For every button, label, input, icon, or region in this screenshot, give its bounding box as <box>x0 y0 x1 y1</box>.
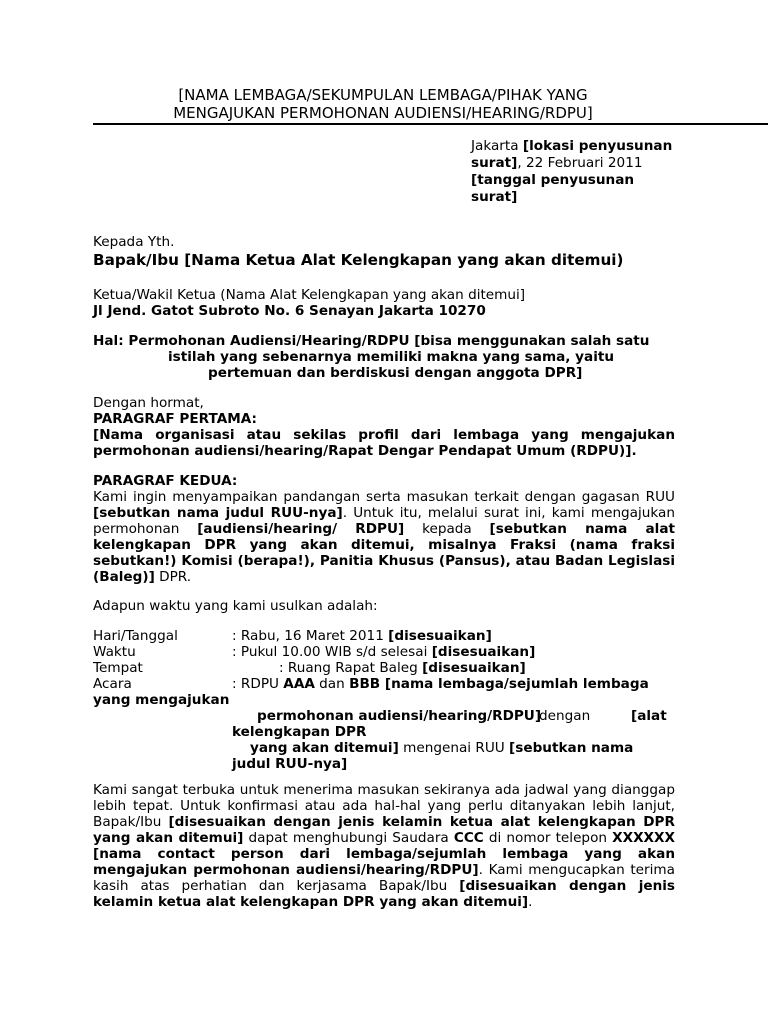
schedule-time-label: Waktu <box>93 644 136 660</box>
para2-text-3: kepada <box>404 521 490 537</box>
letterhead-divider <box>93 123 768 125</box>
schedule-agenda-line-5: yang akan ditemui] mengenai RUU [sebutkan nama <box>250 740 634 756</box>
letterhead-line-2: MENGAJUKAN PERMOHONAN AUDIENSI/HEARING/RDPU] <box>173 104 593 122</box>
closing-contact-phone: XXXXXX [nama contact person dari lembaga/sejumlah lembaga yang akan mengajukan permohonan audiensi/hearing/RDPU] <box>93 830 675 878</box>
para2-text-4: DPR. <box>154 569 192 585</box>
closing-text-1: Kami sangat terbuka untuk menerima masukan sekiranya ada jadwal yang dianggap lebih tepat. Untuk konfirmasi atau ada hal-hal yang perlu ditanyakan lebih lanjut, Bapak/Ibu <box>93 782 675 830</box>
para2-heading: PARAGRAF KEDUA: <box>93 473 238 489</box>
closing-text-4: . Kami mengucapkan terima kasih atas perhatian dan kerjasama Bapak/Ibu <box>93 862 675 894</box>
subject-line-3: pertemuan dan berdiskusi dengan anggota DPR] <box>208 365 583 381</box>
para1-line-2: permohonan audiensi/hearing/Rapat Dengar Pendapat Umum (RDPU)]. <box>93 443 637 459</box>
para2-request-type: [audiensi/hearing/ RDPU] <box>197 521 405 537</box>
salutation: Dengan hormat, <box>93 395 204 411</box>
closing-gender-note-1: [disesuaikan dengan jenis kelamin ketua alat kelengkapan DPR yang akan ditemui] <box>93 814 675 846</box>
letter-date-note: [tanggal penyusunan surat] <box>471 172 635 205</box>
para2-bill-name: [sebutkan nama judul RUU-nya] <box>93 505 343 521</box>
schedule-agenda-line-3a: permohonan audiensi/hearing/RDPU] <box>257 708 542 724</box>
para1-line-1: [Nama organisasi atau sekilas profil dari lembaga yang mengajukan <box>93 427 675 443</box>
recipient-name: Bapak/Ibu [Nama Ketua Alat Kelengkapan yang akan ditemui) <box>93 251 624 269</box>
para2-body <box>93 489 675 585</box>
schedule-place-label: Tempat <box>93 660 143 676</box>
closing-gender-note-2: [disesuaikan dengan jenis kelamin ketua alat kelengkapan DPR yang akan ditemui] <box>93 878 675 910</box>
para2-text-1: Kami ingin menyampaikan pandangan serta masukan terkait dengan gagasan RUU <box>93 489 675 505</box>
schedule-agenda-label: Acara <box>93 676 132 692</box>
schedule-table <box>93 628 675 772</box>
closing-text-2: dapat menghubungi Saudara <box>243 830 454 846</box>
closing-contact-name: CCC <box>453 830 484 846</box>
schedule-intro: Adapun waktu yang kami usulkan adalah: <box>93 598 378 614</box>
subject-line-2: istilah yang sebenarnya memiliki makna yang sama, yaitu <box>168 349 615 365</box>
place-date-block <box>471 138 681 206</box>
closing-text-3: di nomor telepon <box>483 830 613 846</box>
letterhead-line-1: [NAMA LEMBAGA/SEKUMPULAN LEMBAGA/PIHAK YANG <box>178 86 588 104</box>
schedule-agenda-line-3b: dengan <box>539 708 591 724</box>
recipient-greeting: Kepada Yth. <box>93 234 175 250</box>
letter-date: , 22 Februari 2011 <box>517 155 643 171</box>
schedule-day-value: : Rabu, 16 Maret 2011 [disesuaikan] <box>232 628 492 644</box>
place-city: Jakarta <box>471 138 523 154</box>
schedule-day-label: Hari/Tanggal <box>93 628 178 644</box>
schedule-place-value: : Ruang Rapat Baleg [disesuaikan] <box>279 660 526 676</box>
schedule-agenda-line-3c: [alat <box>631 708 667 724</box>
schedule-time-value: : Pukul 10.00 WIB s/d selesai [disesuaikan] <box>232 644 536 660</box>
schedule-agenda-line-6: judul RUU-nya] <box>232 756 348 772</box>
para1-heading: PARAGRAF PERTAMA: <box>93 411 257 427</box>
para2-text-2: . Untuk itu, melalui surat ini, kami mengajukan permohonan <box>93 505 675 537</box>
schedule-agenda-line-4: kelengkapan DPR <box>232 724 367 740</box>
closing-paragraph <box>93 782 675 910</box>
place-city-note: [lokasi penyusunan surat] <box>471 138 673 171</box>
recipient-position: Ketua/Wakil Ketua (Nama Alat Kelengkapan yang akan ditemui] <box>93 287 526 303</box>
schedule-agenda-line-1: : RDPU AAA dan BBB [nama lembaga/sejumlah lembaga <box>232 676 649 692</box>
schedule-agenda-line-2: yang mengajukan <box>93 692 230 708</box>
closing-text-5: . <box>528 894 533 910</box>
recipient-address: Jl Jend. Gatot Subroto No. 6 Senayan Jakarta 10270 <box>93 303 486 319</box>
subject-line-1: Hal: Permohonan Audiensi/Hearing/RDPU [bisa menggunakan salah satu <box>93 333 650 349</box>
para2-committee: [sebutkan nama alat kelengkapan DPR yang akan ditemui, misalnya Fraksi (nama fraksi sebutkan!) Komisi (berapa!), Panitia Khusus (Pansus), atau Badan Legislasi (Baleg)] <box>93 521 675 585</box>
